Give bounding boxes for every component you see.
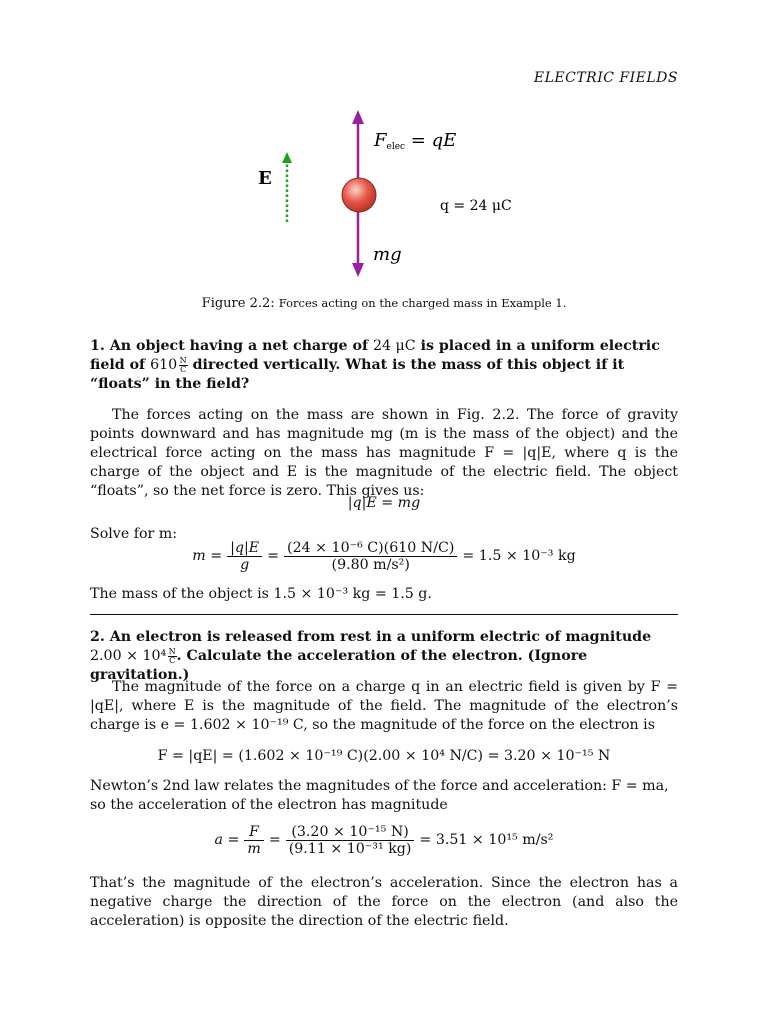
force-rhs: = qE [405,130,457,151]
eq4-rhs: = 3.51 × 10¹⁵ m/s² [419,832,554,848]
p2-q-val: 2.00 × 10⁴ [90,648,167,664]
problem-1-result: The mass of the object is 1.5 × 10⁻³ kg = 1.5 g. [90,586,432,602]
problem-1-question [90,337,678,394]
equation-2 [90,540,678,573]
charged-ball [342,178,376,212]
p2-q-a: 2. An electron is released from rest in a uniform electric of magnitude [90,629,652,645]
problem-1-paragraph: The forces acting on the mass are shown in Fig. 2.2. The force of gravity points downward and has magnitude mg (m is the mass of the object) and the electrical force acting on the mass has magnitude F = |q|E, where q is the charge of the object and E is the magnitude of the electric field. The object “floats”, so the net force is zero. This gives us: [90,407,678,499]
eq4-f1d: m [247,841,261,857]
unit-n-per-c-2: $\frac{N}{C}$ [168,646,176,665]
equation-4 [90,824,678,857]
eq2-f1n: |q|E [227,540,262,557]
p1-q-field: 610 [150,357,178,373]
eq4-f2d: (9.11 × 10⁻³¹ kg) [288,841,412,857]
p1-q-c: directed vertically. What is the mass of this object if it “floats” in the field? [90,357,625,392]
eq2-frac1 [227,540,262,573]
p1-q-a: 1. An object having a net charge of [90,338,373,354]
gravity-label: mg [373,244,402,265]
equation-1: |q|E = mg [347,495,421,511]
eq4-lhs: a = [214,832,240,848]
problem-2-paragraph-1: The magnitude of the force on a charge q in an electric field is given by F = |qE|, where E is the magnitude of the field. The magnitude of the electron’s charge is e = 1.602 × 10⁻¹⁹ C, so the magnitude of the force on the electron is [90,679,678,733]
charge-label: q = 24 μC [440,198,512,214]
problem-2-question [90,628,678,685]
eq2-lhs: m = [192,548,223,564]
gravity-force-arrow [352,210,364,277]
p1-q-b: is placed in a uniform electric field of [90,338,660,373]
unit-n-per-c: $\frac{N}{C}$ [179,355,187,374]
force-diagram [0,100,768,290]
eq2-frac2 [284,540,457,573]
caption-text: Forces acting on the charged mass in Example 1. [278,296,567,310]
p1-q-charge: 24 μC [372,338,416,354]
eq4-f2n: (3.20 × 10⁻¹⁵ N) [286,824,415,841]
electric-force-arrow [352,110,364,186]
eq4-f1n: F [244,824,263,841]
eq2-f1d: g [240,557,250,573]
eq2-f2n: (24 × 10⁻⁶ C)(610 N/C) [284,540,457,557]
eq4-frac2 [286,824,415,857]
force-subscript: elec [386,142,406,152]
problem-2-paragraph-3: That’s the magnitude of the electron’s acceleration. Since the electron has a negative charge the direction of the force on the electron (and also the acceleration) is opposite the direction of the electric field. [90,875,678,929]
eq4-frac1 [244,824,263,857]
section-divider [90,614,678,615]
equation-3: F = |qE| = (1.602 × 10⁻¹⁹ C)(2.00 × 10⁴ N/C) = 3.20 × 10⁻¹⁵ N [157,748,611,764]
eq2-equals: = [267,548,280,564]
force-label [373,130,456,152]
field-arrow [282,152,292,222]
p2-q-b: . Calculate the acceleration of the electron. (Ignore gravitation.) [90,648,588,683]
force-symbol: F [374,130,387,151]
running-header: ELECTRIC FIELDS [533,70,678,86]
eq2-rhs: = 1.5 × 10⁻³ kg [462,548,576,564]
solve-line: Solve for m: [90,526,178,542]
eq4-equals: = [268,832,281,848]
caption-prefix: Figure 2.2: [201,296,275,311]
field-label: E [258,168,272,189]
figure-caption [0,296,768,311]
problem-2-paragraph-2: Newton’s 2nd law relates the magnitudes of the force and acceleration: F = ma, so the acceleration of the electron has magnitude [90,778,669,813]
eq2-f2d: (9.80 m/s²) [331,557,410,573]
